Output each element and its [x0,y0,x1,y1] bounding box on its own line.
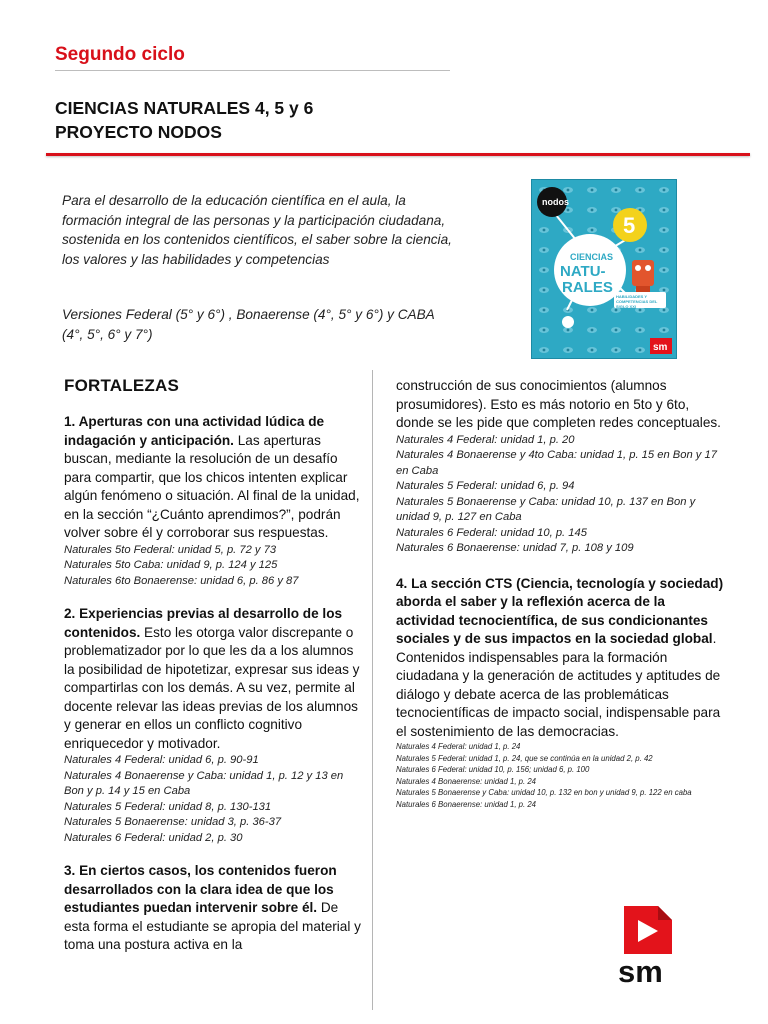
title-line-1: CIENCIAS NATURALES 4, 5 y 6 [55,98,314,118]
fortaleza-4-body: . Contenidos indispensables para la formación ciudadana y la generación de actitudes y aptitudes de diálogo y debate acerca de las problemáticas tecnocientíficas de impacto social, indispensable para el sostenimiento de las democracias. [396,631,721,739]
fortaleza-1-ref: Naturales 5to Caba: unidad 9, p. 124 y 125 [64,559,278,571]
sm-play-icon [614,904,678,986]
cover-tagline: HABILIDADES Y COMPETENCIAS DEL SIGLO XXI [616,294,658,308]
fortaleza-4 [396,575,726,742]
cover-title-line-2: NATU- [560,263,606,280]
intro-description: Para el desarrollo de la educación científica en el aula, la formación integral de las personas y la participación ciudadana, sostenida en los contenidos científicos, el saber sobre la ciencia, los valores y las habilidades y competencias [62,193,452,267]
title-line-2: PROYECTO NODOS [55,122,222,142]
fortaleza-4-ref: Naturales 6 Federal: unidad 10, p. 156; unidad 6, p. 100 [396,765,590,774]
fortaleza-3-continuation: construcción de sus conocimientos (alumnos prosumidores). Esto es más notorio en 5to y 6to, donde se les pide que completen redes conceptuales. [396,378,721,430]
fortaleza-3 [64,862,364,955]
page-title [55,96,313,144]
book-cover [531,179,677,359]
thin-divider [55,70,450,71]
spacer [64,846,364,862]
fortaleza-4-ref: Naturales 5 Bonaerense y Caba: unidad 10, p. 132 en bon y unidad 9, p. 122 en caba [396,788,692,797]
fortaleza-2-ref: Naturales 4 Federal: unidad 6, p. 90-91 [64,754,259,766]
section-label: Segundo ciclo [55,44,185,65]
fortaleza-4-ref: Naturales 5 Federal: unidad 1, p. 24, que se continúa en la unidad 2, p. 42 [396,753,653,763]
fortaleza-3-ref: Naturales 6 Federal: unidad 10, p. 145 [396,526,587,539]
fortaleza-4-ref: Naturales 4 Bonaerense: unidad 1, p. 24 [396,776,537,786]
cover-title-line-1: CIENCIAS [570,252,614,262]
cover-publisher: sm [653,342,668,353]
fortaleza-4-ref: Naturales 4 Federal: unidad 1, p. 24 [396,742,521,751]
fortaleza-3-ref: Naturales 4 Bonaerense y 4to Caba: unidad 1, p. 15 en Bon y 17 en Caba [396,449,717,477]
column-divider [372,370,373,1010]
fortaleza-4-title: 4. La sección CTS (Ciencia, tecnología y sociedad) aborda el saber y la reflexión acerca de la actividad tecnocientífica, de sus condicionantes sociales y de sus impactos en la sociedad global [396,575,724,646]
red-divider [46,153,750,156]
fortaleza-2-title: 2. Experiencias previas al desarrollo de los contenidos. [64,606,343,640]
fortaleza-2-body: Esto les otorga valor discrepante o problematizador por lo que les da a los alumnos la posibilidad de hipotetizar, expresar sus ideas y compartirlas con los demás. A su vez, permite al docente relevar las ideas previas de los alumnos y generar en ellos un conflicto cognitivo enriquecedor y motivador. [64,624,360,751]
fortaleza-1-ref: Naturales 5to Federal: unidad 5, p. 72 y 73 [64,543,277,556]
fortaleza-2-ref: Naturales 4 Bonaerense y Caba: unidad 1, p. 12 y 13 en Bon y p. 14 y 15 en Caba [64,769,344,797]
cover-grade-number: 5 [623,213,636,238]
fortaleza-4-ref: Naturales 6 Bonaerense: unidad 1, p. 24 [396,799,537,809]
fortaleza-2 [64,605,364,753]
fortaleza-3-ref: Naturales 4 Federal: unidad 1, p. 20 [396,433,575,446]
fortaleza-1 [64,413,364,543]
cover-brand: nodos [542,197,569,207]
fortaleza-2-ref: Naturales 5 Federal: unidad 8, p. 130-131 [64,800,272,813]
sm-logo [614,904,678,986]
fortalezas-heading: FORTALEZAS [64,376,180,395]
fortaleza-3-title: 3. En ciertos casos, los contenidos fueron desarrollados con la clara idea de que los estudiantes puedan intervenir sobre él. [64,863,337,915]
fortaleza-3-ref: Naturales 6 Bonaerense: unidad 7, p. 108 y 109 [396,542,634,554]
fortaleza-3-ref: Naturales 5 Bonaerense y Caba: unidad 10, p. 137 en Bon y unidad 9, p. 127 en Caba [396,495,696,523]
cover-title-line-3: RALES [562,279,613,296]
book-cover-art [532,180,677,359]
fortaleza-2-ref: Naturales 5 Bonaerense: unidad 3, p. 36-37 [64,816,282,828]
fortaleza-1-ref: Naturales 6to Bonaerense: unidad 6, p. 86 y 87 [64,574,299,587]
fortaleza-1-body: Las aperturas buscan, mediante la resolución de un desafío para compartir, que los chicos intenten explicar algún fenómeno o situación. Al final de la unidad, en la sección “¿Cuánto aprendimos?”, podrán volver sobre él y corroborar sus respuestas. [64,432,360,540]
spacer [396,557,726,575]
fortaleza-3-body: De esta forma el estudiante se apropia del material y toma una postura activa en la [64,900,361,952]
right-column [396,377,726,810]
spacer [64,589,364,605]
fortaleza-2-ref: Naturales 6 Federal: unidad 2, p. 30 [64,831,243,844]
left-column [64,376,364,955]
fortaleza-1-title: 1. Aperturas con una actividad lúdica de indagación y anticipación. [64,414,325,448]
fortaleza-3-ref: Naturales 5 Federal: unidad 6, p. 94 [396,480,575,492]
intro-versions: Versiones Federal (5° y 6°) , Bonaerense (4°, 5° y 6°) y CABA (4°, 5°, 6° y 7°) [62,307,435,342]
sm-logo-text: sm [618,954,663,986]
